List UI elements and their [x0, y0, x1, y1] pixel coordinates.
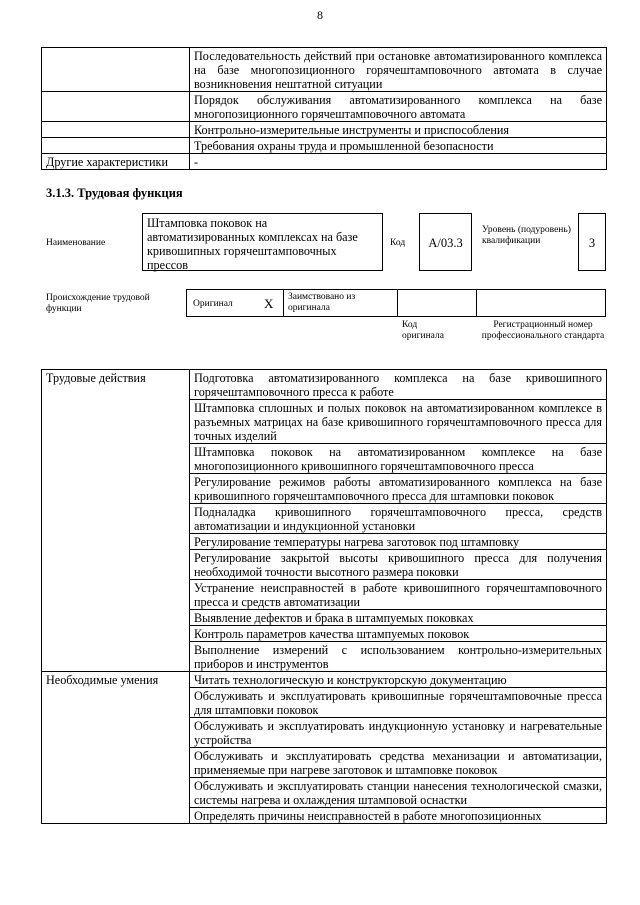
- code-value-box: [419, 213, 472, 271]
- main-table-row: [42, 672, 607, 688]
- main-table: [41, 369, 607, 824]
- item-text-cell: Устранение неисправностей в работе кривошипного горячештамповочного пресса и средств автоматизации: [190, 580, 607, 610]
- origin-label: Происхождение трудовой функции: [46, 293, 150, 314]
- page-number: 8: [317, 8, 323, 22]
- original-mark: X: [264, 296, 274, 311]
- item-text-cell: Обслуживать и эксплуатировать кривошипные горячештамповочные пресса для штамповки поковок: [190, 688, 607, 718]
- top-table-label-cell: [42, 138, 190, 154]
- top-table: [41, 47, 607, 170]
- origin-divider-3: [476, 289, 477, 317]
- top-table-row: [42, 92, 607, 122]
- item-text-cell: Читать технологическую и конструкторскую документацию: [190, 672, 607, 688]
- origin-row: [186, 289, 606, 317]
- top-table-row: [42, 138, 607, 154]
- item-text-cell: Регулирование режимов работы автоматизированного комплекса на базе кривошипного горячештамповочного пресса для штамповки поковок: [190, 474, 607, 504]
- group-label-cell: Необходимые умения: [42, 672, 190, 824]
- item-text-cell: Выполнение измерений с использованием контрольно-измерительных приборов и инструментов: [190, 642, 607, 672]
- item-text-cell: Определять причины неисправностей в работе многопозиционных: [190, 808, 607, 824]
- level-value-box: [578, 213, 606, 271]
- top-table-text-cell: Требования охраны труда и промышленной безопасности: [190, 138, 607, 154]
- code-original-label: Код оригинала: [402, 320, 444, 341]
- group-label-cell: Трудовые действия: [42, 370, 190, 672]
- level-label: Уровень (подуровень) квалификации: [482, 225, 571, 246]
- origin-divider-1: [283, 289, 284, 317]
- name-label: Наименование: [46, 238, 106, 248]
- top-table-label-cell: [42, 122, 190, 138]
- section-title: 3.1.3. Трудовая функция: [46, 186, 183, 200]
- code-label: Код: [390, 238, 406, 248]
- main-table-row: [42, 370, 607, 400]
- item-text-cell: Подналадка кривошипного горячештамповочного пресса, средств автоматизации и индукционной установки: [190, 504, 607, 534]
- top-table-text-cell: Порядок обслуживания автоматизированного комплекса на базе многопозиционного горячештамповочного автомата: [190, 92, 607, 122]
- top-table-text-cell: -: [190, 154, 607, 170]
- borrowed-label: Заимствовано из оригинала: [288, 292, 356, 313]
- top-table-text-cell: Последовательность действий при остановке автоматизированного комплекса на базе многопозиционного горячештамповочного автомата в случае возникновения нештатной ситуации: [190, 48, 607, 92]
- top-table-row: [42, 48, 607, 92]
- reg-number-label: Регистрационный номер профессионального стандарта: [481, 320, 605, 341]
- original-label: Оригинал: [193, 299, 233, 309]
- top-table-label-cell: [42, 48, 190, 92]
- item-text-cell: Штамповка сплошных и полых поковок на автоматизированном комплексе в разъемных матрицах на базе кривошипного горячештамповочного пресса для точных изделий: [190, 400, 607, 444]
- item-text-cell: Регулирование закрытой высоты кривошипного пресса для получения необходимой точности высотного размера поковки: [190, 550, 607, 580]
- top-table-label-cell: Другие характеристики: [42, 154, 190, 170]
- top-table-row: [42, 154, 607, 170]
- item-text-cell: Обслуживать и эксплуатировать индукционную установку и нагревательные устройства: [190, 718, 607, 748]
- origin-divider-2: [397, 289, 398, 317]
- item-text-cell: Обслуживать и эксплуатировать средства механизации и автоматизации, применяемые при нагреве заготовок и штамповке поковок: [190, 748, 607, 778]
- item-text-cell: Регулирование температуры нагрева заготовок под штамповку: [190, 534, 607, 550]
- item-text-cell: Выявление дефектов и брака в штампуемых поковках: [190, 610, 607, 626]
- top-table-row: [42, 122, 607, 138]
- top-table-label-cell: [42, 92, 190, 122]
- level-value: 3: [588, 236, 596, 250]
- name-value: Штамповка поковок на автоматизированных комплексах на базе кривошипных горячештамповочных прессов: [147, 216, 358, 272]
- code-value: A/03.3: [428, 236, 463, 250]
- top-table-text-cell: Контрольно-измерительные инструменты и приспособления: [190, 122, 607, 138]
- item-text-cell: Штамповка поковок на автоматизированном комплексе на базе многопозиционного кривошипного горячештамповочного пресса: [190, 444, 607, 474]
- name-value-box: [142, 213, 383, 271]
- item-text-cell: Обслуживать и эксплуатировать станции нанесения технологической смазки, системы нагрева и охлаждения штамповой оснастки: [190, 778, 607, 808]
- item-text-cell: Контроль параметров качества штампуемых поковок: [190, 626, 607, 642]
- item-text-cell: Подготовка автоматизированного комплекса на базе кривошипного горячештамповочного пресса к работе: [190, 370, 607, 400]
